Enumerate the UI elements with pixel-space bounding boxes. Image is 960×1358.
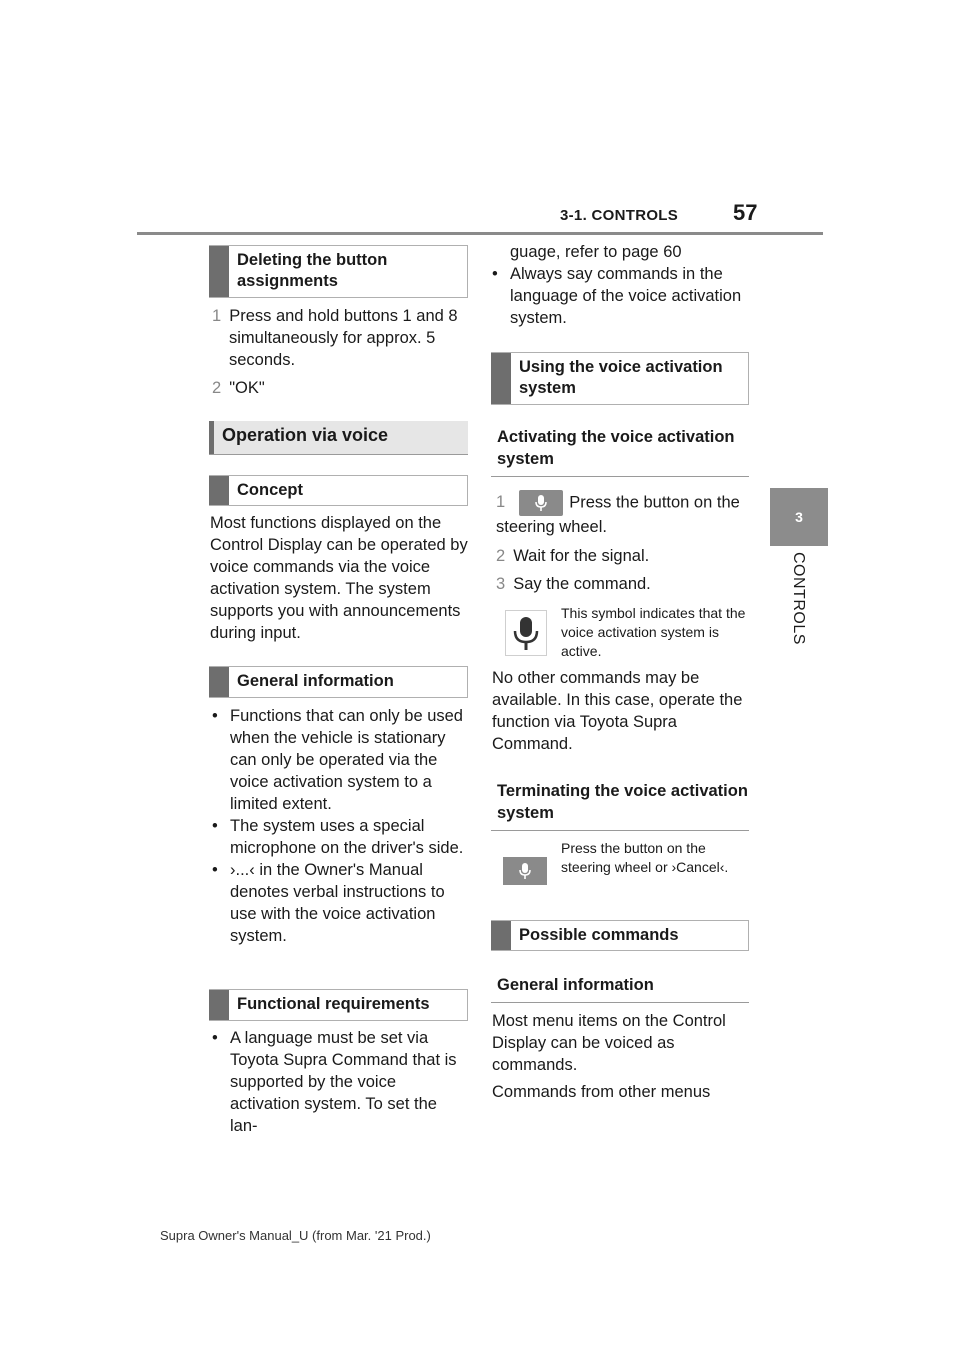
left-step-2: 2 "OK" bbox=[212, 379, 265, 397]
right-step-2: 2 Wait for the signal. bbox=[496, 547, 650, 565]
concept-paragraph: Most functions displayed on the Control Display can be operated by voice commands via the voice activation system. The system supports you with announcements during input. bbox=[210, 514, 468, 642]
general-bullets bbox=[212, 705, 468, 947]
functional-bullets bbox=[212, 1027, 468, 1137]
no-other-paragraph: No other commands may be available. In this case, operate the function via Toyota Supra Command. bbox=[492, 669, 743, 753]
deleting-heading: Deleting the button assignments bbox=[209, 245, 468, 298]
microphone-icon bbox=[506, 611, 546, 655]
list-item: • Always say commands in the language of the voice activation system. bbox=[492, 265, 742, 327]
general-heading-2: General information bbox=[491, 974, 749, 1003]
activating-heading: Activating the voice activation system bbox=[491, 426, 749, 477]
functional-heading: Functional requirements bbox=[209, 989, 468, 1021]
possible-heading: Possible commands bbox=[491, 920, 749, 951]
terminate-note: Press the button on the steering wheel or ›Cancel‹. bbox=[561, 840, 729, 875]
right-step-1: 1 Press the button on the steering wheel. bbox=[496, 490, 750, 538]
continued-text: guage, refer to page 60 bbox=[510, 243, 682, 261]
right-step-3: 3 Say the command. bbox=[496, 575, 651, 593]
microphone-icon bbox=[519, 862, 531, 880]
chapter-label bbox=[783, 552, 813, 648]
most-menu-paragraph: Most menu items on the Control Display can be voiced as commands. bbox=[492, 1012, 726, 1074]
chapter-number: 3 bbox=[795, 509, 803, 525]
operation-heading: Operation via voice bbox=[209, 421, 468, 455]
chapter-tab bbox=[770, 488, 828, 546]
symbol-note: This symbol indicates that the voice activation system is active. bbox=[561, 605, 746, 659]
using-heading: Using the voice activation system bbox=[491, 352, 749, 405]
steering-voice-button bbox=[503, 857, 547, 885]
list-item: • A language must be set via Toyota Supra Command that is supported by the voice activation system. To set the lan- bbox=[212, 1029, 457, 1135]
concept-heading: Concept bbox=[209, 475, 468, 506]
chapter-label-text: CONTROLS bbox=[790, 552, 807, 645]
general-heading: General information bbox=[209, 666, 468, 698]
commands-other-paragraph: Commands from other menus bbox=[492, 1083, 711, 1101]
section-title: 3-1. CONTROLS bbox=[560, 207, 679, 224]
list-item: • ›...‹ in the Owner's Manual denotes verbal instructions to use with the voice activation system. bbox=[212, 861, 445, 945]
left-step-1: 1 Press and hold buttons 1 and 8 simultaneously for approx. 5 seconds. bbox=[212, 307, 458, 369]
page-number: 57 bbox=[733, 200, 758, 225]
right-bullets bbox=[492, 263, 750, 329]
voice-active-symbol bbox=[505, 610, 547, 656]
footer-text: Supra Owner's Manual_U (from Mar. '21 Prod.) bbox=[160, 1228, 431, 1243]
list-item: • Functions that can only be used when the vehicle is stationary can only be operated via the voice activation system to a limited extent. bbox=[212, 707, 463, 813]
list-item: • The system uses a special microphone on the driver's side. bbox=[212, 817, 464, 857]
microphone-icon bbox=[535, 494, 547, 512]
header-divider bbox=[137, 232, 823, 235]
terminating-heading: Terminating the voice activation system bbox=[491, 780, 749, 831]
steering-voice-button bbox=[519, 490, 563, 516]
